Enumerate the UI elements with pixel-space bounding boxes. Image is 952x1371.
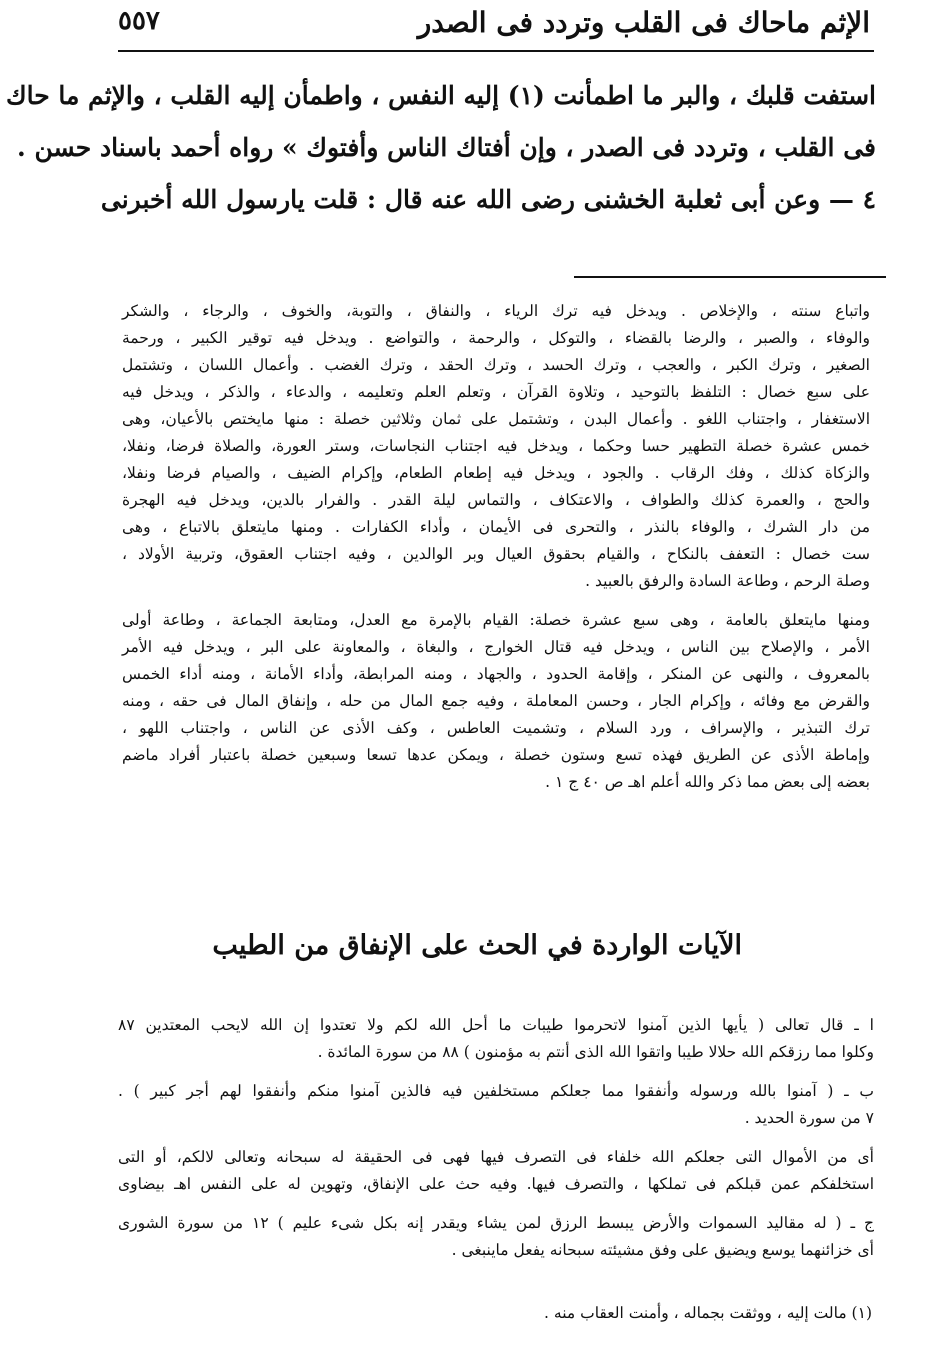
verse-commentary-line: أى من الأموال التى جعلكم الله خلفاء فى التصرف فيها فهى فى الحقيقة له سبحانه وتعالى لالكم، أو التى: [118, 1148, 874, 1166]
commentary-text: [122, 298, 870, 796]
footnote: (١) مالت إليه ، ووثقت بجماله ، وأمنت العقاب منه .: [544, 1304, 872, 1322]
paragraph-gap: [118, 1198, 874, 1210]
verse-line: ج ـ ( له مقاليد السموات والأرض يبسط الرزق لمن يشاء ويقدر إنه بكل شىء عليم ) ١٢ من سورة الشورى: [118, 1214, 874, 1232]
page-header: [118, 4, 870, 52]
footnote-separator-rule: [574, 276, 886, 278]
verse-line: ا ـ قال تعالى ( يأيها الذين آمنوا لاتحرموا طيبات ما أحل الله لكم ولا تعتدوا إن الله لايحب المعتدين ٨٧: [118, 1016, 874, 1034]
commentary-line: والزكاة كذلك ، وفك الرقاب . والجود ، ويدخل فيه إطعام الطعام، وإكرام الضيف ، والصيام فرضا ونفلا،: [122, 464, 870, 482]
commentary-line: والوفاء ، والصبر ، والرضا بالقضاء ، والتوكل ، والرحمة ، والتواضع . ويدخل فيه توقير الكبير ، ورحمة: [122, 329, 870, 347]
hadith-text: [5, 70, 876, 226]
paragraph-gap: [118, 1066, 874, 1078]
commentary-line: ترك التبذير ، والإسراف ، ورد السلام ، وتشميت العاطس ، وكف الأذى عن الناس ، واجتناب اللهو ،: [122, 719, 870, 737]
hadith-line: فى القلب ، وتردد فى الصدر ، وإن أفتاك الناس وأفتوك » رواه أحمد باسناد حسن .: [17, 133, 876, 162]
verses-section: [118, 1012, 874, 1264]
paragraph-gap: [118, 1132, 874, 1144]
commentary-line: والقرض مع وفائه ، وإكرام الجار ، وحسن المعاملة ، وفيه جمع المال من حله ، وإنفاق المال فى حقه ، ومنه: [122, 692, 870, 710]
commentary-line: على سبع خصال : التلفظ بالتوحيد ، وتلاوة القرآن ، وتعلم العلم وتعليمه ، والدعاء ، والذكر ، ويدخل فيه: [122, 383, 870, 401]
commentary-line: وصلة الرحم ، وطاعة السادة والرفق بالعبيد .: [585, 572, 870, 590]
running-title: الإثم ماحاك فى القلب وتردد فى الصدر: [417, 6, 870, 39]
hadith-line: ٤ — وعن أبى ثعلبة الخشنى رضى الله عنه قال : قلت يارسول الله أخبرنى: [100, 185, 876, 214]
commentary-line: بالمعروف ، والنهى عن المنكر ، وإقامة الحدود ، والجهاد ، ومنه المرابطة، وأداء الأمانة ، ومنه أداء الخمس: [122, 665, 870, 683]
verse-commentary-line: استخلفكم عمن قبلكم فى تملكها ، والتصرف فيها. وفيه حث على الإنفاق، وتهوين له على النفس اهـ بيضاوى: [118, 1175, 874, 1193]
commentary-line: بعضه إلى بعض مما ذكر والله أعلم اهـ ص ٤٠ ج ١ .: [545, 773, 870, 791]
commentary-line: الصغير ، وترك الكبر ، والعجب ، وترك الحسد ، وترك الحقد ، وترك الغضب . وأعمال اللسان ، وتشتمل: [122, 356, 870, 374]
verse-line: وكلوا مما رزقكم الله حلالا طيبا واتقوا الله الذى أنتم به مؤمنون ) ٨٨ من سورة المائدة .: [317, 1043, 874, 1061]
page-number: ٥٥٧: [118, 6, 160, 36]
verse-line: ب ـ ( آمنوا بالله ورسوله وأنفقوا مما جعلكم مستخلفين فيه فالذين آمنوا منكم وأنفقوا لهم أجر كبير ) .: [118, 1082, 874, 1100]
commentary-line: الأمر ، والإصلاح بين الناس ، ويدخل فيه قتال الخوارج ، والبغاة ، والمعاونة على البر ، ويدخل فيه الأمر: [122, 638, 870, 656]
commentary-line: ست خصال : التعفف بالنكاح ، والقيام بحقوق العيال وبر الوالدين ، وفيه اجتناب العقوق، وتربية الأولاد ،: [122, 545, 870, 563]
header-rule: [118, 50, 874, 52]
commentary-line: وإماطة الأذى عن الطريق فهذه تسع وستون خصلة ، ويمكن عدها تسعا وسبعين خصلة باعتبار أفراد ماضم: [122, 746, 870, 764]
commentary-line: والحج ، والعمرة كذلك والطواف ، والاعتكاف ، والتماس ليلة القدر . والفرار بالدين، ويدخل فيه الهجرة: [122, 491, 870, 509]
commentary-line: ومنها مايتعلق بالعامة ، وهى سبع عشرة خصلة: القيام بالإمرة مع العدل، ومتابعة الجماعة ، وطاعة أولى: [122, 611, 870, 629]
section-heading: الآيات الواردة في الحث على الإنفاق من الطيب: [212, 930, 742, 961]
commentary-line: خمس عشرة خصلة التطهير حسا وحكما ، ويدخل فيه اجتناب النجاسات، وستر العورة، والصلاة فرضا، ونفلا،: [122, 437, 870, 455]
commentary-line: الاستغفار ، واجتناب اللغو . وأعمال البدن ، وتشتمل على ثمان وثلاثين خصلة : منها مايختص بالأعيان، وهى: [122, 410, 870, 428]
commentary-line: واتباع سنته ، والإخلاص . ويدخل فيه ترك الرياء ، والنفاق ، والتوبة، والخوف ، والرجاء ، والشكر: [122, 302, 870, 320]
hadith-line: استفت قلبك ، والبر ما اطمأنت (١) إليه النفس ، واطمأن إليه القلب ، والإثم ما حاك: [5, 81, 876, 110]
paragraph-gap: [122, 595, 870, 607]
verse-line: ٧ من سورة الحديد .: [744, 1109, 874, 1127]
commentary-line: من دار الشرك ، والوفاء بالنذر ، والتحرى فى الأيمان ، وأداء الكفارات . ومنها مايتعلق بالاتباع ، وهى: [122, 518, 870, 536]
verse-line: أى خزائنهما يوسع ويضيق على وفق مشيئته سبحانه يفعل ماينبغى .: [451, 1241, 874, 1259]
